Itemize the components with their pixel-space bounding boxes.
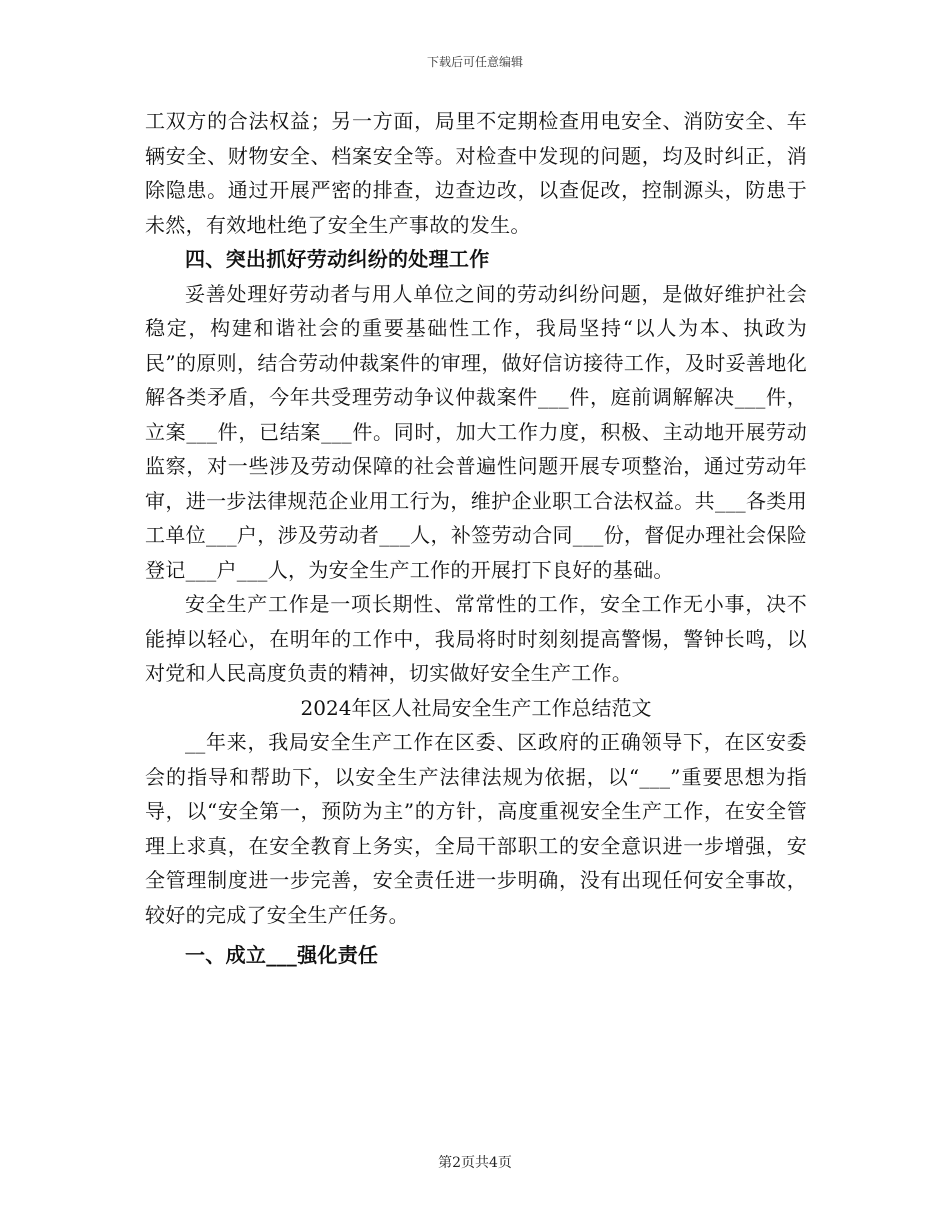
paragraph-intro: __年来，我局安全生产工作在区委、区政府的正确领导下，在区安委会的指导和帮助下，以安全生产法律法规为依据，以“___”重要思想为指导，以“安全第一，预防为主”的方针，高度重视安全生产工作，在安全管理上求真，在安全教育上务实，全局干部职工的安全意识进一步增强，安全管理制度进一步完善，安全责任进一步明确，没有出现任何安全事故，较好的完成了安全生产任务。 — [145, 730, 807, 927]
page-header: 下载后可任意编辑 — [426, 55, 523, 69]
document-body — [145, 104, 807, 973]
section-heading-4: 四、突出抓好劳动纠纷的处理工作 — [185, 247, 490, 271]
paragraph-continued: 工双方的合法权益；另一方面，局里不定期检查用电安全、消防安全、车辆安全、财物安全、档案安全等。对检查中发现的问题，均及时纠正，消除隐患。通过开展严密的排查，边查边改，以查促改，控制源头，防患于未然，有效地杜绝了安全生产事故的发生。 — [145, 109, 807, 237]
document-title: 2024年区人社局安全生产工作总结范文 — [300, 695, 652, 720]
section-heading-1: 一、成立___强化责任 — [185, 943, 379, 967]
paragraph-conclusion: 安全生产工作是一项长期性、常常性的工作，安全工作无小事，决不能掉以轻心，在明年的工作中，我局将时时刻刻提高警惕，警钟长鸣，以对党和人民高度负责的精神，切实做好安全生产工作。 — [145, 592, 807, 685]
page-footer: 第2页共4页 — [438, 1155, 512, 1171]
paragraph-labor-disputes: 妥善处理好劳动者与用人单位之间的劳动纠纷问题，是做好维护社会稳定，构建和谐社会的重要基础性工作，我局坚持“以人为本、执政为民”的原则，结合劳动仲裁案件的审理，做好信访接待工作，及时妥善地化解各类矛盾，今年共受理劳动争议仲裁案件___件，庭前调解解决___件，立案___件，已结案___件。同时，加大工作力度，积极、主动地开展劳动监察，对一些涉及劳动保障的社会普遍性问题开展专项整治，通过劳动年审，进一步法律规范企业用工行为，维护企业职工合法权益。共___各类用工单位___户，涉及劳动者___人，补签劳动合同___份，督促办理社会保险登记___户___人，为安全生产工作的开展打下良好的基础。 — [145, 281, 807, 582]
